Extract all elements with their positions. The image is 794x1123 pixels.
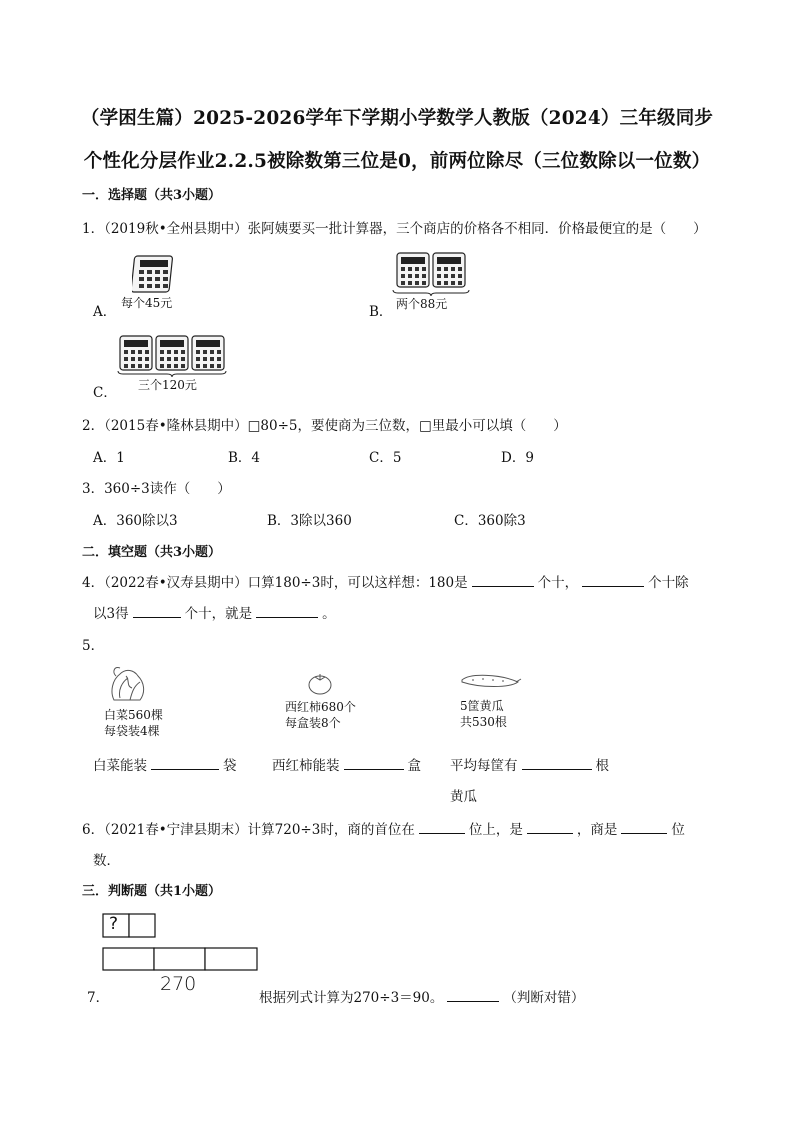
q4-text-f: 。: [322, 606, 336, 622]
q4-text-e: 个十，就是: [184, 606, 253, 622]
answer-blank[interactable]: [151, 755, 219, 770]
q1-option-c-caption: 三个120元: [138, 378, 197, 392]
q1-option-a-label: A．: [93, 304, 117, 320]
q6-text-b: 位上，是: [468, 822, 523, 838]
q2-option-b: B．4: [228, 450, 261, 466]
q5-answer-cabbage: [93, 754, 237, 774]
q3-option-a: A．360除以3: [93, 513, 178, 529]
q4-text-b: 个十，: [537, 575, 579, 591]
calculator-triple-icon: [117, 333, 227, 373]
question-2-text: 2．（2015春•隆林县期中）□80÷5，要使商为三位数，□里最小可以填（ ）: [82, 418, 567, 434]
question-7-text: [259, 986, 584, 1006]
cabbage-label-2: 每袋装4棵: [104, 724, 160, 738]
question-7-number: 7．: [87, 990, 110, 1006]
q6-text-c: ，商是: [576, 822, 618, 838]
segment-diagram: [102, 913, 260, 973]
q1-option-c-label: C．: [93, 385, 117, 401]
q2-option-c: C．5: [369, 450, 402, 466]
q1-option-a-caption: 每个45元: [121, 296, 173, 310]
answer-blank[interactable]: [522, 755, 592, 770]
calculator-pair-icon: [394, 250, 468, 292]
q3-option-c: C．360除3: [454, 513, 526, 529]
cucumber-label-2: 共530根: [460, 715, 507, 729]
q7-statement: 根据列式计算为270÷3＝90。: [259, 990, 444, 1006]
q5-answer-prefix: 平均每筐有: [450, 758, 518, 774]
q1-option-b-label: B．: [369, 304, 393, 320]
question-3-text: 3．360÷3读作（ ）: [82, 481, 231, 497]
q7-judge-hint: （判断对错）: [503, 990, 585, 1006]
q5-answer-prefix: 白菜能装: [93, 758, 147, 774]
q4-text-c: 个十除: [648, 575, 689, 591]
answer-blank[interactable]: [344, 755, 404, 770]
question-4-line-2: [93, 602, 336, 622]
q5-answer-suffix: 袋: [223, 758, 237, 774]
q6-text-d: 位: [671, 822, 685, 838]
q5-answer-tomato: [272, 754, 421, 774]
answer-blank[interactable]: [447, 987, 499, 1002]
tomato-label-2: 每盒装8个: [285, 716, 341, 730]
answer-blank[interactable]: [582, 572, 644, 587]
answer-blank[interactable]: [133, 603, 181, 618]
calculator-icon: [132, 253, 177, 295]
section-judge-heading: 三．判断题（共1小题）: [82, 884, 222, 899]
q5-answer-wrap: 黄瓜: [450, 789, 477, 805]
tomato-label-1: 西红柿680个: [285, 700, 356, 714]
title-line-2: 个性化分层作业2.2.5被除数第三位是0，前两位除尽（三位数除以一位数）: [83, 151, 711, 172]
tomato-icon: [305, 670, 335, 696]
cabbage-label-1: 白菜560棵: [104, 708, 163, 722]
question-1-text: 1．（2019秋•全州县期中）张阿姨要买一批计算器，三个商店的价格各不相同．价格最便宜的是（ ）: [82, 221, 707, 237]
answer-blank[interactable]: [256, 603, 318, 618]
question-4-line-1: [82, 571, 689, 591]
section-fill-heading: 二．填空题（共3小题）: [82, 545, 222, 560]
answer-blank[interactable]: [621, 819, 667, 834]
question-6-line-1: [82, 818, 685, 838]
q5-answer-suffix: 盒: [407, 758, 421, 774]
answer-blank[interactable]: [419, 819, 465, 834]
q5-answer-prefix: 西红柿能装: [272, 758, 340, 774]
q4-text-a: 4．（2022春•汉寿县期中）口算180÷3时，可以这样想：180是: [82, 575, 468, 591]
cucumber-label-1: 5筐黄瓜: [460, 699, 504, 713]
q4-text-d: 以3得: [93, 606, 129, 622]
answer-blank[interactable]: [472, 572, 534, 587]
q5-answer-cucumber: [450, 754, 609, 774]
cucumber-icon: [460, 670, 522, 692]
question-5-number: 5．: [82, 638, 105, 654]
q1-option-b-caption: 两个88元: [396, 297, 448, 311]
q3-option-b: B．3除以360: [267, 513, 352, 529]
q2-option-a: A．1: [93, 450, 125, 466]
question-mark-cell: ?: [109, 914, 119, 934]
q6-text-a: 6．（2021春•宁津县期末）计算720÷3时，商的首位在: [82, 822, 415, 838]
section-choice-heading: 一．选择题（共3小题）: [82, 188, 222, 203]
segment-total-label: 270: [160, 973, 197, 995]
question-6-line-2: 数．: [93, 853, 120, 869]
cabbage-icon: [104, 662, 152, 706]
answer-blank[interactable]: [527, 819, 573, 834]
q5-answer-suffix: 根: [595, 758, 609, 774]
title-line-1: （学困生篇）2025-2026学年下学期小学数学人教版（2024）三年级同步: [80, 108, 714, 129]
q2-option-d: D．9: [501, 450, 534, 466]
